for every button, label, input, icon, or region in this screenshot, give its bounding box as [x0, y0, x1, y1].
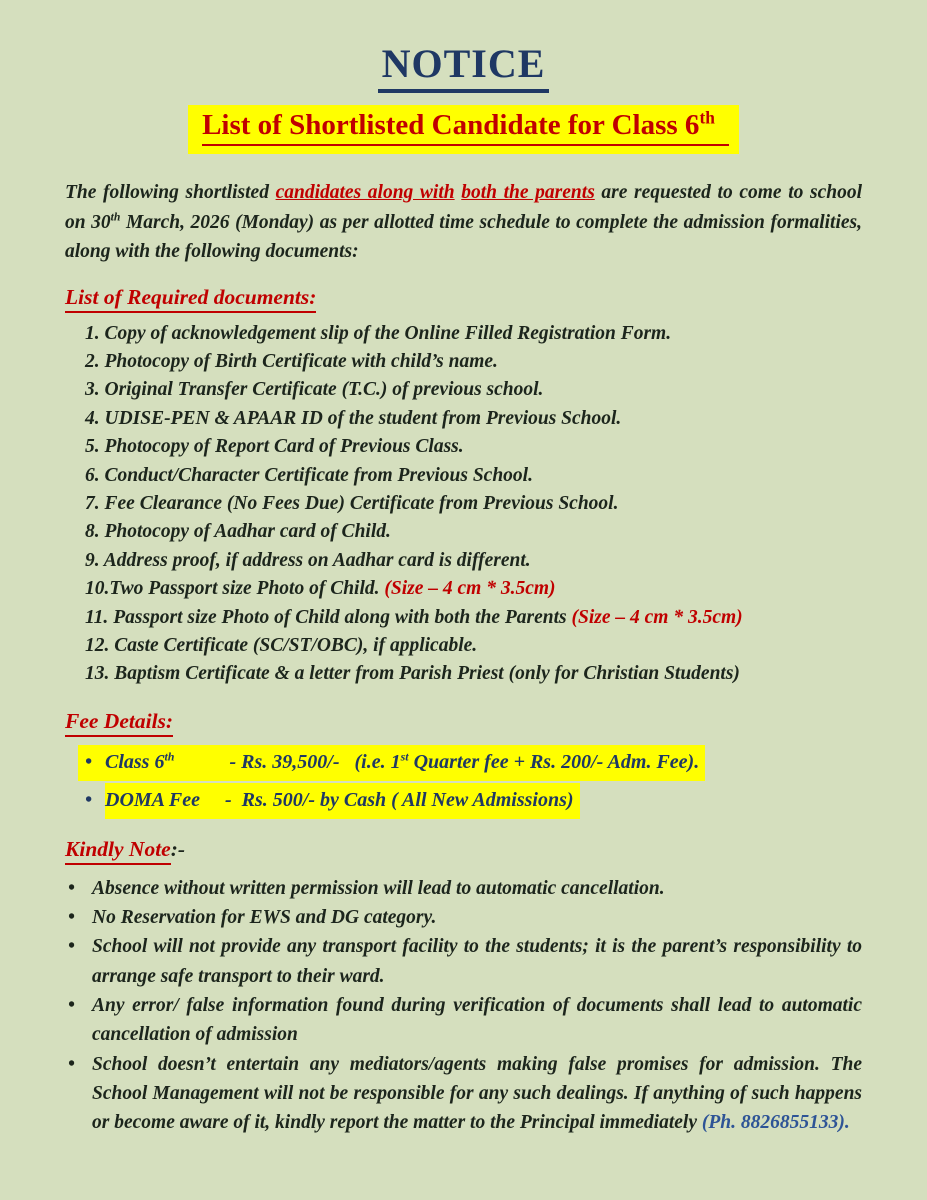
- page-title: [65, 40, 862, 93]
- item-text: Original Transfer Certificate (T.C.) of previous school.: [99, 379, 544, 401]
- note-text: No Reservation for EWS and DG category.: [92, 907, 437, 929]
- subtitle-superscript: th: [699, 107, 715, 128]
- bullet-icon: •: [68, 877, 75, 899]
- item-text: Two Passport size Photo of Child.: [109, 578, 385, 600]
- note-item: [65, 991, 862, 1050]
- bullet-icon: •: [68, 936, 75, 958]
- document-item: [85, 575, 862, 603]
- bullet-icon: •: [68, 1053, 75, 1075]
- item-number: 12.: [85, 634, 110, 656]
- document-item: [85, 462, 862, 490]
- item-number: 7.: [85, 492, 100, 514]
- section-heading-notes: [65, 837, 862, 865]
- item-text: Caste Certificate (SC/ST/OBC), if applicable.: [109, 634, 478, 656]
- note-item: [65, 932, 862, 991]
- note-text: [92, 1050, 862, 1138]
- document-item: [85, 632, 862, 660]
- item-number: 4.: [85, 407, 100, 429]
- fee-label: Class 6: [105, 750, 165, 773]
- document-list: [85, 320, 862, 689]
- intro-emphasis-candidates: candidates along with: [275, 182, 455, 203]
- fee-item-class6: [78, 745, 862, 781]
- item-text: Conduct/Character Certificate from Previous School.: [99, 464, 533, 486]
- bullet-icon: •: [68, 994, 75, 1016]
- fee-highlight: [105, 783, 580, 819]
- note-item: [65, 1050, 862, 1138]
- date-superscript: th: [110, 210, 121, 223]
- intro-text: are requested to come to school on 30: [65, 182, 863, 233]
- item-text: Address proof, if address on Aadhar card is different.: [99, 549, 531, 571]
- item-number: 5.: [85, 436, 100, 458]
- document-item: [85, 660, 862, 688]
- document-item: [85, 604, 862, 632]
- note-text: Any error/ false information found during verification of documents shall lead to automatic cancellation of admission: [92, 994, 862, 1046]
- item-text: Fee Clearance (No Fees Due) Certificate from Previous School.: [99, 492, 619, 514]
- bullet-icon: •: [85, 788, 93, 811]
- item-number: 8.: [85, 521, 100, 543]
- item-text: Photocopy of Report Card of Previous Class.: [99, 436, 464, 458]
- subtitle-highlight: [188, 105, 739, 154]
- notes-heading-text: Kindly Note: [65, 837, 171, 865]
- note-item: [65, 874, 862, 903]
- document-item: [85, 376, 862, 404]
- item-text: UDISE-PEN & APAAR ID of the student from Previous School.: [99, 407, 622, 429]
- note-text: School will not provide any transport facility to the students; it is the parent’s responsibility to arrange safe transport to their ward.: [92, 936, 862, 987]
- note-item: [65, 903, 862, 932]
- fee-superscript: th: [164, 749, 175, 764]
- bullet-icon: •: [85, 750, 93, 773]
- fees-heading-text: Fee Details:: [65, 709, 173, 737]
- item-text: Baptism Certificate & a letter from Parish Priest (only for Christian Students): [109, 663, 740, 685]
- fee-detail: Quarter fee + Rs. 200/- Adm. Fee).: [408, 750, 700, 773]
- document-item: [85, 348, 862, 376]
- intro-emphasis-parents: both the parents: [461, 182, 595, 203]
- fee-item-doma: [78, 783, 862, 819]
- note-text-main: School doesn’t entertain any mediators/agents making false promises for admission. The School Management will not be responsible for any such dealings. If anything of such happens or become aware of it, kindly report the matter to the Principal immediately: [92, 1053, 862, 1134]
- note-list: [65, 874, 862, 1138]
- document-item: [85, 433, 862, 461]
- item-number: 6.: [85, 464, 100, 486]
- fee-list: [78, 745, 862, 819]
- notes-heading-suffix: :-: [170, 836, 186, 861]
- fee-highlight: [78, 745, 705, 781]
- bullet-icon: •: [68, 907, 75, 929]
- subtitle-text: [202, 109, 729, 146]
- documents-heading-text: List of Required documents:: [65, 285, 316, 313]
- item-text: Copy of acknowledgement slip of the Online Filled Registration Form.: [99, 322, 672, 344]
- document-item: [85, 547, 862, 575]
- item-number: 9.: [85, 549, 100, 571]
- document-item: [85, 490, 862, 518]
- item-number: 3.: [85, 379, 100, 401]
- item-text: Photocopy of Birth Certificate with child’s name.: [99, 350, 498, 372]
- document-item: [85, 405, 862, 433]
- page-title-text: NOTICE: [378, 40, 550, 93]
- item-number: 10.: [85, 578, 110, 600]
- note-text: Absence without written permission will lead to automatic cancellation.: [92, 877, 665, 899]
- item-number: 11.: [85, 606, 109, 628]
- section-heading-documents: [65, 285, 862, 313]
- intro-text: The following shortlisted: [65, 182, 276, 203]
- phone-number: (Ph. 8826855133).: [701, 1112, 850, 1134]
- item-text: Photocopy of Aadhar card of Child.: [99, 521, 391, 543]
- fee-amount: - Rs. 39,500/- (i.e. 1: [174, 750, 401, 773]
- fee-superscript: st: [400, 749, 409, 764]
- fee-section: [65, 709, 862, 819]
- item-number: 2.: [85, 350, 100, 372]
- document-item: [85, 320, 862, 348]
- intro-paragraph: [65, 178, 862, 267]
- item-size-note: (Size – 4 cm * 3.5cm): [571, 606, 743, 628]
- fee-text: DOMA Fee - Rs. 500/- by Cash ( All New Admissions): [105, 788, 574, 811]
- item-size-note: (Size – 4 cm * 3.5cm): [384, 578, 556, 600]
- item-text: Passport size Photo of Child along with both the Parents: [108, 606, 572, 628]
- intro-text: March, 2026 (Monday) as per allotted time schedule to complete the admission formalities, along with the following documents:: [65, 211, 862, 262]
- item-number: 1.: [85, 322, 100, 344]
- document-item: [85, 518, 862, 546]
- item-number: 13.: [85, 663, 110, 685]
- subtitle-main: List of Shortlisted Candidate for Class 6: [202, 109, 700, 141]
- page-subtitle: [65, 105, 862, 154]
- section-heading-fees: [65, 709, 862, 737]
